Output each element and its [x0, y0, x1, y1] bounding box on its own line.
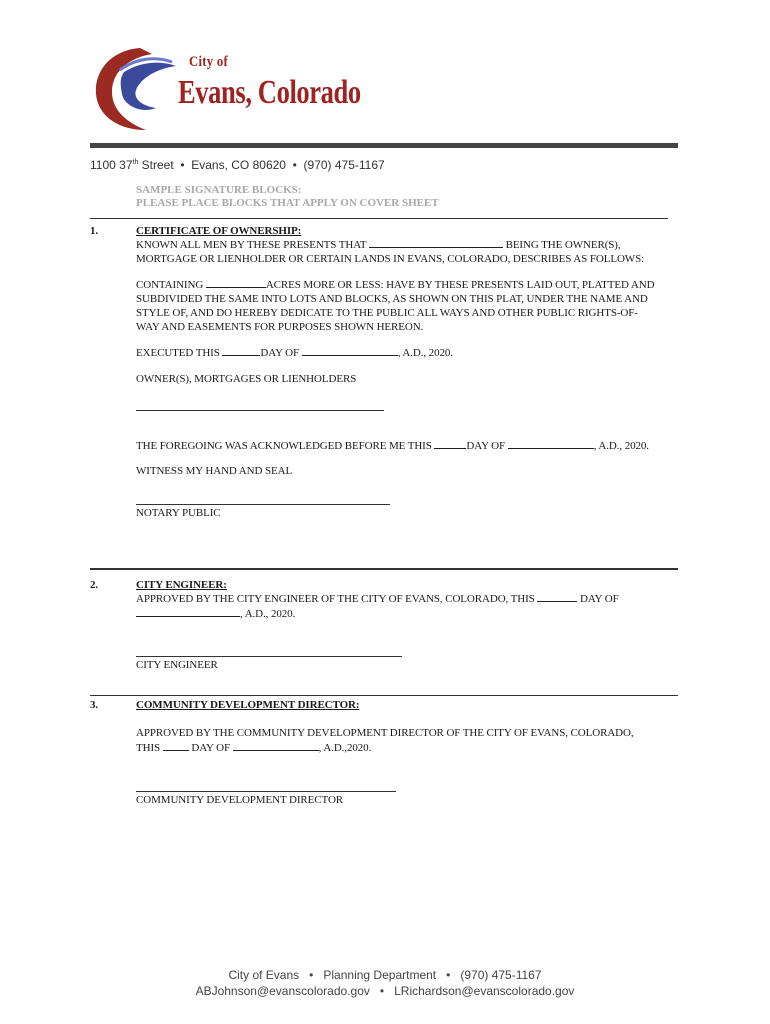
- acres-blank[interactable]: [206, 277, 266, 288]
- community-development-director-heading: COMMUNITY DEVELOPMENT DIRECTOR:: [136, 699, 360, 711]
- notary-public-label: NOTARY PUBLIC: [136, 507, 221, 519]
- acknowledged-line: THE FOREGOING WAS ACKNOWLEDGED BEFORE ME THIS DAY OF , A.D., 2020.: [136, 440, 649, 452]
- river-swoosh-icon: [90, 44, 190, 134]
- owner-signature-line[interactable]: [136, 410, 384, 411]
- engineer-day-blank[interactable]: [537, 591, 577, 602]
- ownership-paragraph: KNOWN ALL MEN BY THESE PRESENTS THAT BEING THE OWNER(S), MORTGAGE OR LIENHOLDER OR CERTAIN LANDS IN EVANS, COLORADO, DESCRIBES AS FOLLOWS:: [136, 239, 645, 265]
- divider: [90, 218, 668, 219]
- footer-line1: City of Evans • Planning Department • (970) 475-1167: [228, 968, 542, 982]
- executed-month-blank[interactable]: [302, 345, 398, 356]
- engineer-month-blank[interactable]: [136, 606, 240, 617]
- logo-city-of: City of: [189, 54, 228, 70]
- director-month-blank[interactable]: [233, 740, 319, 751]
- section-number: 3.: [90, 699, 99, 711]
- city-engineer-paragraph: APPROVED BY THE CITY ENGINEER OF THE CITY OF EVANS, COLORADO, THIS DAY OF , A.D., 2020.: [136, 593, 619, 620]
- phone: (970) 475-1167: [303, 158, 385, 172]
- email-link[interactable]: LRichardson@evanscolorado.gov: [394, 984, 575, 998]
- city-engineer-label: CITY ENGINEER: [136, 659, 218, 671]
- header-rule: [90, 143, 678, 148]
- ack-day-blank[interactable]: [434, 438, 466, 449]
- section-divider: [90, 695, 678, 696]
- executed-line: EXECUTED THIS DAY OF , A.D., 2020.: [136, 347, 453, 359]
- street: 1100 37th Street: [90, 158, 174, 172]
- city-logo: [90, 44, 370, 134]
- director-day-blank[interactable]: [163, 740, 189, 751]
- containing-paragraph: CONTAINING ACRES MORE OR LESS: HAVE BY THESE PRESENTS LAID OUT, PLATTED AND SUBDIVIDED THE SAME INTO LOTS AND BLOCKS, AS SHOWN ON THIS PLAT, UNDER THE NAME AND STYLE OF, AND DO HEREBY DEDICATE TO THE PUBLIC ALL WAYS AND OTHER PUBLIC RIGHTS-OF- WAY AND EASEMENTS FOR PURPOSES SHOWN HEREON.: [136, 279, 655, 333]
- bullet: •: [180, 158, 185, 172]
- address-line: [90, 158, 385, 172]
- witness-label: WITNESS MY HAND AND SEAL: [136, 465, 293, 477]
- email-link[interactable]: ABJohnson@evanscolorado.gov: [195, 984, 370, 998]
- section-divider: [90, 568, 678, 570]
- bullet: •: [292, 158, 297, 172]
- certificate-of-ownership-heading: CERTIFICATE OF OWNERSHIP:: [136, 225, 302, 237]
- sample-note-line1: SAMPLE SIGNATURE BLOCKS:: [136, 184, 302, 196]
- footer-line2: ABJohnson@evanscolorado.gov • LRichardson@evanscolorado.gov: [195, 984, 575, 998]
- executed-day-blank[interactable]: [222, 345, 260, 356]
- section-number: 1.: [90, 225, 99, 237]
- city-engineer-heading: CITY ENGINEER:: [136, 579, 227, 591]
- director-paragraph: APPROVED BY THE COMMUNITY DEVELOPMENT DIRECTOR OF THE CITY OF EVANS, COLORADO, THIS DAY OF , A.D.,2020.: [136, 727, 634, 754]
- ack-month-blank[interactable]: [508, 438, 594, 449]
- owner-name-blank[interactable]: [369, 237, 503, 248]
- logo-city-name: Evans, Colorado: [178, 74, 361, 111]
- engineer-signature-line[interactable]: [136, 656, 402, 657]
- notary-signature-line[interactable]: [136, 504, 390, 505]
- section-number: 2.: [90, 579, 99, 591]
- director-signature-line[interactable]: [136, 791, 396, 792]
- director-label: COMMUNITY DEVELOPMENT DIRECTOR: [136, 794, 344, 806]
- owners-label: OWNER(S), MORTGAGES OR LIENHOLDERS: [136, 373, 357, 385]
- sample-note-line2: PLEASE PLACE BLOCKS THAT APPLY ON COVER SHEET: [136, 197, 439, 209]
- city-zip: Evans, CO 80620: [191, 158, 286, 172]
